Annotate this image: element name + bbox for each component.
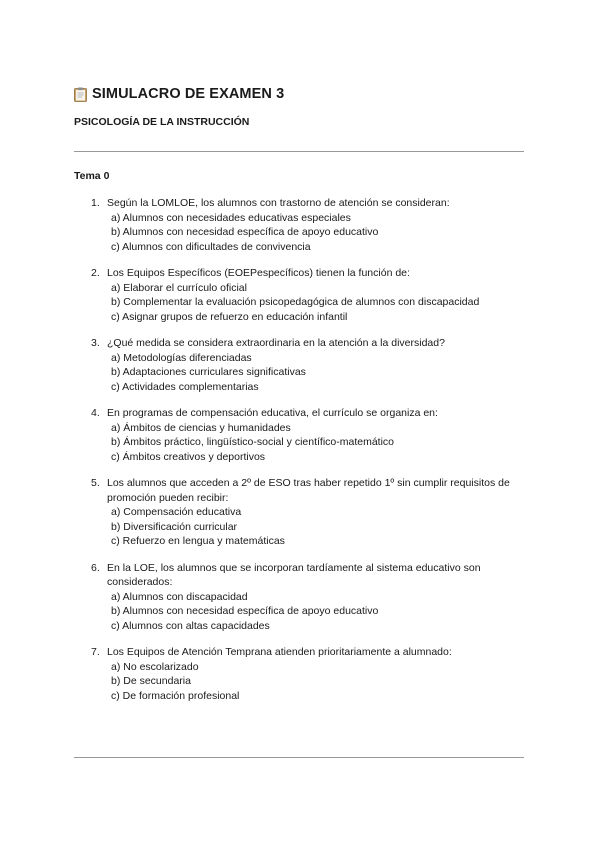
answer-option: c) De formación profesional (111, 689, 240, 702)
answer-option: b) Adaptaciones curriculares significativas (111, 366, 306, 378)
title-text: SIMULACRO DE EXAMEN 3 (92, 86, 285, 102)
question-item (0, 196, 600, 254)
answer-option: c) Asignar grupos de refuerzo en educación infantil (111, 310, 348, 323)
answer-option: a) Metodologías diferenciadas (111, 351, 252, 364)
clipboard-icon (74, 87, 87, 102)
answer-option: a) No escolarizado (111, 660, 199, 673)
answer-option: b) Complementar la evaluación psicopedagógica de alumnos con discapacidad (111, 296, 480, 308)
question-item (0, 645, 600, 703)
answer-option: b) Alumnos con necesidad específica de apoyo educativo (111, 226, 379, 238)
answer-option: c) Actividades complementarias (111, 380, 259, 393)
question-item (0, 336, 600, 394)
answer-option: c) Refuerzo en lengua y matemáticas (111, 535, 285, 547)
answer-option: b) De secundaria (111, 675, 191, 687)
answer-options (111, 281, 600, 325)
answer-options (111, 211, 600, 255)
answer-option: b) Ámbitos práctico, lingüístico-social y científico-matemático (111, 436, 395, 448)
question-text: En programas de compensación educativa, el currículo se organiza en: (107, 407, 438, 419)
question-text: Los Equipos Específicos (EOEPespecíficos) tienen la función de: (107, 267, 410, 279)
answer-option: c) Alumnos con dificultades de convivencia (111, 240, 311, 253)
question-item (0, 266, 600, 324)
answer-option: a) Alumnos con necesidades educativas especiales (111, 211, 351, 224)
question-text: Los alumnos que acceden a 2º de ESO tras haber repetido 1º sin cumplir requisitos de promoción pueden recibir: (107, 477, 510, 504)
answer-options (111, 660, 600, 704)
question-list (0, 196, 600, 715)
question-number: 5. (91, 477, 100, 489)
answer-options (111, 590, 600, 634)
question-number: 4. (91, 407, 100, 419)
answer-option: c) Alumnos con altas capacidades (111, 619, 270, 632)
question-number: 3. (91, 337, 100, 349)
divider-top (74, 151, 524, 152)
page-title (74, 86, 284, 102)
section-heading: Tema 0 (74, 170, 110, 182)
question-number: 2. (91, 267, 100, 279)
answer-options (111, 351, 600, 395)
subject-heading: PSICOLOGÍA DE LA INSTRUCCIÓN (74, 116, 250, 128)
answer-option: c) Ámbitos creativos y deportivos (111, 450, 266, 463)
answer-option: a) Alumnos con discapacidad (111, 590, 248, 603)
question-number: 7. (91, 646, 100, 658)
answer-option: a) Ámbitos de ciencias y humanidades (111, 421, 291, 434)
answer-options (111, 421, 600, 465)
divider-bottom (74, 757, 524, 758)
answer-option: b) Alumnos con necesidad específica de apoyo educativo (111, 605, 379, 617)
question-text: En la LOE, los alumnos que se incorporan tardíamente al sistema educativo son considerados: (107, 561, 481, 588)
question-item (0, 476, 600, 549)
question-number: 6. (91, 561, 100, 574)
question-text: Según la LOMLOE, los alumnos con trastorno de atención se consideran: (107, 197, 450, 209)
question-item (0, 406, 600, 464)
answer-options (111, 505, 600, 549)
question-item (0, 561, 600, 634)
question-text: Los Equipos de Atención Temprana atienden prioritariamente a alumnado: (107, 646, 452, 658)
answer-option: b) Diversificación curricular (111, 520, 238, 533)
answer-option: a) Compensación educativa (111, 506, 242, 518)
question-number: 1. (91, 197, 100, 209)
answer-option: a) Elaborar el currículo oficial (111, 281, 247, 294)
question-text: ¿Qué medida se considera extraordinaria en la atención a la diversidad? (107, 337, 445, 349)
